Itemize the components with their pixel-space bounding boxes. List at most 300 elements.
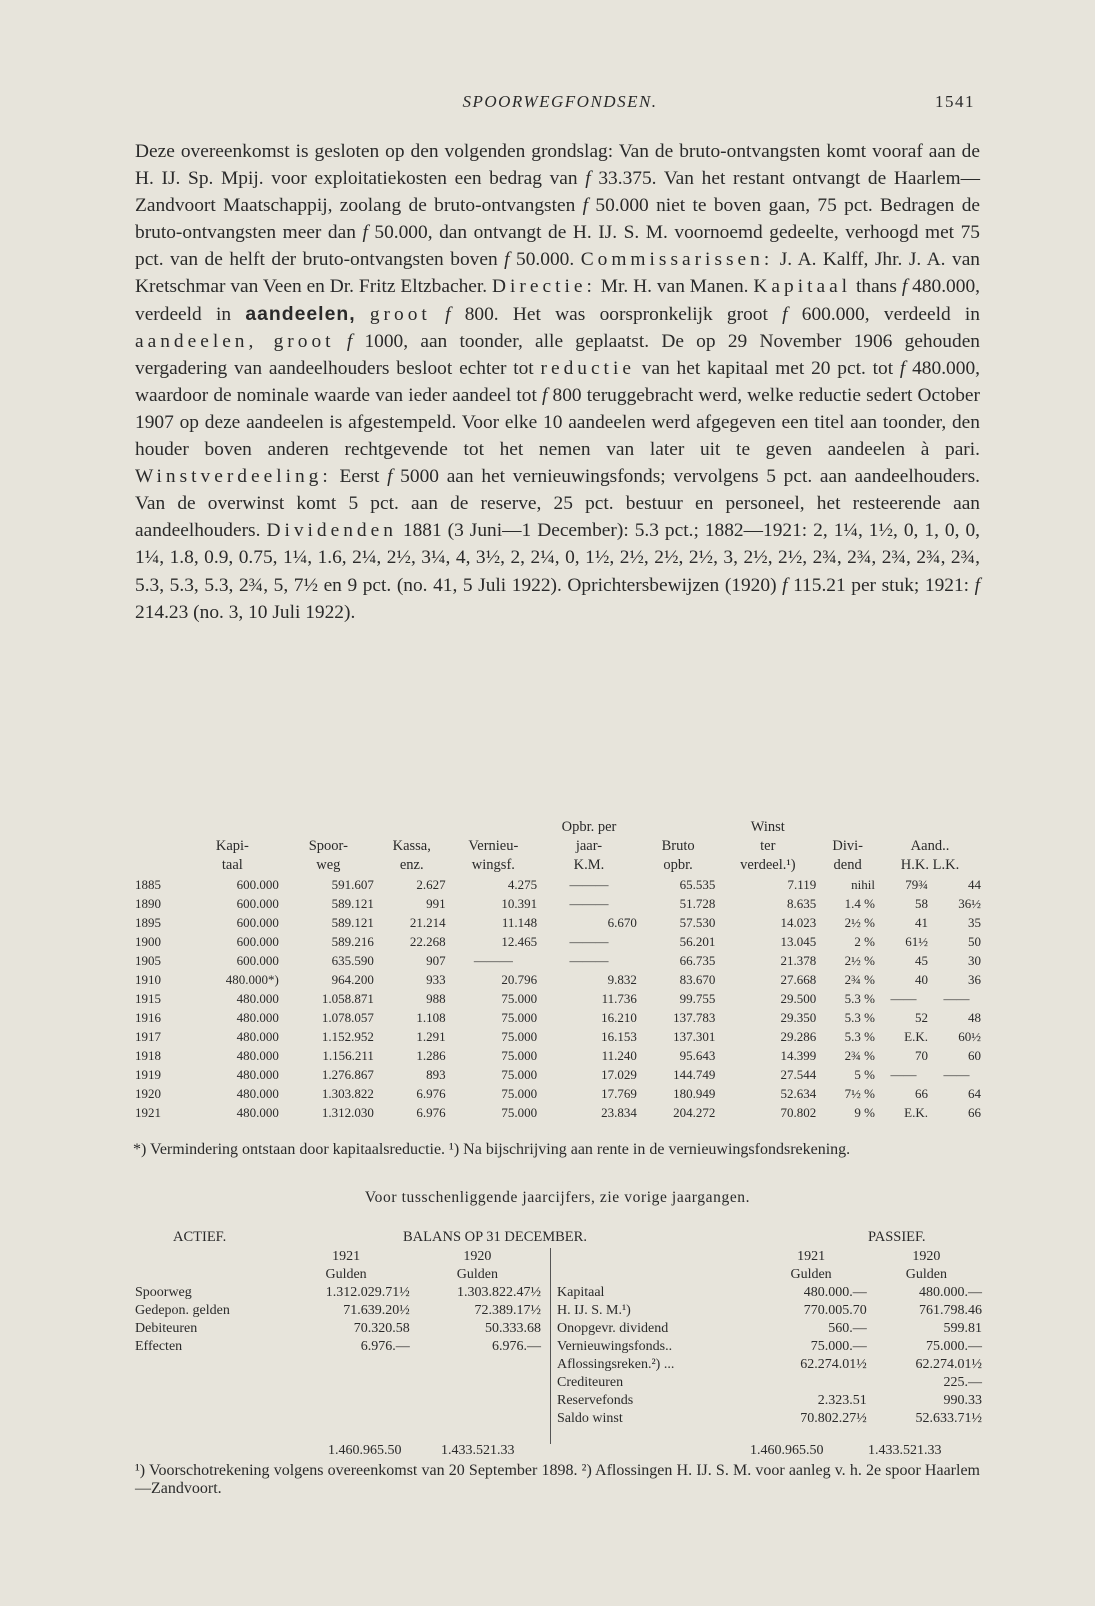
table-cell: 1919 — [135, 1067, 161, 1082]
company-description — [135, 138, 980, 626]
balance-value: 62.274.01½ — [915, 1357, 982, 1372]
table-row — [133, 970, 983, 989]
column-header — [639, 818, 718, 837]
table-header-row — [133, 856, 983, 875]
text-run: 480.000, waardoor de nominale waarde van ieder aandeel tot — [135, 357, 980, 406]
table-cell: 29.500 — [780, 991, 817, 1006]
table-cell: 79¾ — [905, 877, 928, 892]
table-cell: E.K. — [904, 1029, 928, 1044]
table-cell: 600.000 — [236, 953, 279, 968]
actief-column — [133, 1248, 543, 1356]
text-run: Winstverdeeling: — [135, 466, 332, 488]
table-cell: 1.078.057 — [321, 1010, 374, 1025]
table-cell: 600.000 — [236, 896, 279, 911]
table-cell: 56.201 — [679, 934, 716, 949]
table-row — [133, 913, 983, 932]
table-cell: 75.000 — [501, 1086, 538, 1101]
table-cell: 22.268 — [409, 934, 446, 949]
table-cell: —— — [943, 1067, 970, 1082]
table-cell: —— — [890, 991, 917, 1006]
table-footnote: *) Vermindering ontstaan door kapitaalsreductie. ¹) Na bijschrijving aan rente in de vernieuwingsfondsrekening. — [133, 1141, 851, 1158]
text-run: Commissarissen: — [580, 249, 774, 271]
balance-value: 72.389.17½ — [474, 1303, 541, 1318]
table-cell: 600.000 — [236, 934, 279, 949]
balance-label: Onopgevr. dividend — [557, 1321, 669, 1336]
table-cell: 75.000 — [501, 1048, 538, 1063]
table-cell: ——— — [569, 896, 609, 911]
table-cell: 1916 — [135, 1010, 161, 1025]
table-cell: 9.832 — [607, 972, 637, 987]
passief-rows — [555, 1284, 984, 1428]
table-cell: 9 % — [854, 1105, 876, 1120]
unit-label: Gulden — [790, 1267, 832, 1282]
text-run: Deze overeenkomst is gesloten op den volgenden grondslag: Van de bruto-ontvangsten komt vooraf aan de H. IJ. Sp. Mpij. voor exploitatiekosten een bedrag van — [135, 141, 980, 190]
balance-row — [555, 1356, 984, 1374]
balance-value: 599.81 — [943, 1321, 982, 1336]
balance-value: 6.976.— — [360, 1339, 410, 1354]
table-cell: 5.3 % — [844, 1029, 876, 1044]
balance-value: 1.312.029.71½ — [325, 1285, 410, 1300]
table-cell: 83.670 — [679, 972, 716, 987]
description-paragraph — [135, 138, 980, 626]
column-header: Opbr. per — [561, 819, 617, 835]
text-run: 800 teruggebracht werd, welke reductie sedert October 1907 op deze aandeelen is afgestempeld. Voor elke 10 aandeelen werd afgegeven een titel aan toonder, den houder boven anderen rechtgevende tot het nemen van later uit te geven aandeelen à pari. — [135, 384, 981, 461]
table-cell: 60½ — [958, 1029, 981, 1044]
balance-label: Vernieuwingsfonds.. — [557, 1339, 673, 1354]
balance-value: 225.— — [943, 1375, 982, 1390]
table-cell: 204.272 — [673, 1105, 716, 1120]
table-row — [133, 932, 983, 951]
table-header-row — [133, 837, 983, 856]
table-cell: 7.119 — [787, 877, 817, 892]
table-cell: 1900 — [135, 934, 161, 949]
table-cell: 2½ % — [844, 915, 876, 930]
table-cell: 1.286 — [416, 1048, 446, 1063]
table-row — [133, 1103, 983, 1122]
text-run: f — [585, 168, 591, 190]
year-1921: 1921 — [332, 1249, 361, 1264]
balance-row — [555, 1410, 984, 1428]
table-cell: 58 — [914, 896, 928, 911]
table-cell: E.K. — [904, 1105, 928, 1120]
table-cell: 45 — [914, 953, 928, 968]
balance-value: 1.303.822.47½ — [457, 1285, 541, 1300]
table-cell: 480.000 — [236, 991, 279, 1006]
text-run: 5000 aan het vernieuwingsfonds; vervolgens 5 pct. aan aandeelhouders. Van de overwinst komt 5 pct. aan de reserve, 25 pct. bestuur en personeel, het resteerende aan aandeelhouders. — [135, 466, 980, 542]
table-cell: 14.399 — [780, 1048, 817, 1063]
column-header: Vernieu- — [468, 838, 519, 854]
balance-value: 62.274.01½ — [800, 1357, 867, 1372]
balance-row — [133, 1320, 543, 1338]
actief-table — [133, 1248, 543, 1356]
table-cell: 1.312.030 — [321, 1105, 374, 1120]
passief-table — [555, 1248, 984, 1428]
column-header: wingsf. — [471, 857, 515, 873]
column-header — [376, 818, 448, 837]
balance-row — [133, 1302, 543, 1320]
table-cell: 51.728 — [679, 896, 716, 911]
table-row — [133, 1027, 983, 1046]
table-cell: 893 — [426, 1067, 446, 1082]
table-cell: 50 — [968, 934, 981, 949]
table-cell: ——— — [473, 953, 513, 968]
text-run: f — [782, 574, 788, 596]
text-run: f — [901, 276, 908, 298]
table-header-row — [133, 818, 983, 837]
actief-heading: ACTIEF. — [173, 1229, 227, 1245]
passief-heading: PASSIEF. — [868, 1229, 926, 1245]
table-row — [133, 951, 983, 970]
table-cell: 95.643 — [679, 1048, 716, 1063]
balance-value: 480.000.— — [919, 1285, 982, 1300]
table-cell: 1885 — [135, 877, 161, 892]
table-cell: 29.350 — [780, 1010, 817, 1025]
year-1920: 1920 — [912, 1249, 941, 1264]
previous-years-note: Voor tusschenliggende jaarcijfers, zie vorige jaargangen. — [364, 1189, 751, 1206]
balance-value: 480.000.— — [803, 1285, 867, 1300]
table-cell: 1921 — [135, 1105, 161, 1120]
column-header: Kapi- — [215, 838, 249, 854]
text-run: van het kapitaal met 20 pct. tot — [634, 357, 900, 379]
table-cell: 480.000 — [236, 1029, 279, 1044]
table-cell: —— — [943, 991, 970, 1006]
balance-value — [753, 1374, 868, 1392]
balance-value: 761.798.46 — [919, 1303, 982, 1318]
text-run: 214.23 (no. 3, 10 Juli 1922). — [135, 601, 356, 623]
table-cell: 1890 — [135, 896, 161, 911]
table-row — [133, 1008, 983, 1027]
table-cell: 40 — [914, 972, 928, 987]
column-header: verdeel.¹) — [740, 857, 796, 873]
table-cell: 1.291 — [416, 1029, 446, 1044]
text-run: 1000, aan toonder, alle geplaatst. De op 29 November 1906 gehouden vergadering van aandeelhouders besloot echter tot — [135, 330, 980, 379]
balance-value: 560.— — [828, 1321, 867, 1336]
balance-row — [555, 1338, 984, 1356]
text-run: 50.000 niet te boven gaan, 75 pct. Bedragen de bruto-ontvangsten meer dan — [135, 195, 980, 244]
table-cell: 480.000 — [236, 1010, 279, 1025]
unit-label: Gulden — [456, 1267, 498, 1282]
actief-total-1921: 1.460.965.50 — [328, 1443, 402, 1458]
passief-total-1921: 1.460.965.50 — [750, 1443, 824, 1458]
table-cell: 66 — [914, 1086, 928, 1101]
column-header — [133, 818, 184, 837]
text-run: f — [445, 303, 451, 325]
table-cell: 7½ % — [844, 1086, 876, 1101]
text-run: Mr. H. van Manen. — [595, 276, 754, 298]
table-cell: 36 — [968, 972, 981, 987]
text-run: 50.000. — [509, 249, 581, 271]
table-cell: ——— — [569, 877, 609, 892]
table-cell: 2 % — [854, 934, 876, 949]
table-cell: 27.544 — [780, 1067, 817, 1082]
table-cell: 35 — [968, 915, 981, 930]
table-row — [133, 1084, 983, 1103]
table-cell: 6.670 — [607, 915, 637, 930]
table-cell: 1.152.952 — [321, 1029, 374, 1044]
table-cell: 5.3 % — [844, 1010, 876, 1025]
column-header — [281, 818, 376, 837]
balance-value: 70.802.27½ — [800, 1411, 867, 1426]
balance-row — [133, 1284, 543, 1302]
table-row — [133, 1046, 983, 1065]
table-cell: nihil — [851, 877, 876, 892]
table-cell: 1917 — [135, 1029, 161, 1044]
table-cell: 6.976 — [416, 1086, 446, 1101]
table-cell: 64 — [968, 1086, 981, 1101]
table-cell: 75.000 — [501, 991, 538, 1006]
table-cell: 70.802 — [780, 1105, 817, 1120]
table-cell: 6.976 — [416, 1105, 446, 1120]
balance-label: Kapitaal — [557, 1285, 605, 1300]
table-cell: 991 — [426, 896, 446, 911]
balance-row — [555, 1302, 984, 1320]
balance-row — [555, 1392, 984, 1410]
table-cell: 61½ — [905, 934, 928, 949]
column-header: H.K. L.K. — [900, 857, 960, 873]
table-cell: 11.148 — [501, 915, 538, 930]
table-row — [133, 875, 983, 894]
table-cell: 1.156.211 — [322, 1048, 374, 1063]
balance-label: Gedepon. gelden — [135, 1303, 230, 1318]
table-cell: 1915 — [135, 991, 161, 1006]
table-cell: 1.058.871 — [321, 991, 374, 1006]
text-run: Kapitaal — [753, 276, 852, 298]
table-cell: 5.3 % — [844, 991, 876, 1006]
table-cell: 480.000 — [236, 1048, 279, 1063]
balance-value: 75.000.— — [810, 1339, 867, 1354]
balance-label: Saldo winst — [557, 1411, 623, 1426]
column-header: Divi- — [832, 838, 863, 854]
balance-value: 50.333.68 — [485, 1321, 541, 1336]
table-cell: 75.000 — [501, 1067, 538, 1082]
table-cell: 1.108 — [416, 1010, 446, 1025]
text-run: f — [782, 303, 788, 325]
text-run: f — [504, 249, 510, 271]
table-cell: 591.607 — [331, 877, 374, 892]
balance-label: Aflossingsreken.²) ... — [557, 1357, 675, 1372]
actief-rows — [133, 1284, 543, 1356]
unit-row — [555, 1266, 984, 1284]
table-cell: 17.029 — [601, 1067, 637, 1082]
balance-label: Debiteuren — [135, 1321, 198, 1336]
table-cell: 44 — [968, 877, 981, 892]
balance-sheet — [133, 1228, 983, 1426]
balance-row — [133, 1338, 543, 1356]
column-header — [133, 856, 184, 875]
table-cell: 589.121 — [331, 896, 374, 911]
financial-statistics-table — [133, 818, 983, 1122]
table-cell: 1.4 % — [844, 896, 876, 911]
table-cell: 23.834 — [601, 1105, 637, 1120]
balance-heading-row — [133, 1228, 983, 1248]
balance-value: 770.005.70 — [803, 1303, 867, 1318]
text-run: 50.000, dan ontvangt de H. IJ. S. M. voornoemd gedeelte, verhoogd met 75 pct. van de helft der bruto-ontvangsten boven — [135, 222, 980, 271]
table-cell: 70 — [914, 1048, 928, 1063]
text-run: f — [387, 466, 393, 488]
table-cell: 907 — [426, 953, 446, 968]
table-cell: 17.769 — [601, 1086, 637, 1101]
year-1921: 1921 — [797, 1249, 826, 1264]
table-cell: 10.391 — [501, 896, 538, 911]
text-run: Dividenden — [266, 520, 397, 542]
table-cell: 52.634 — [780, 1086, 817, 1101]
table-row — [133, 989, 983, 1008]
balance-label: Reservefonds — [557, 1393, 634, 1408]
table-body — [133, 875, 983, 1122]
table-cell: 600.000 — [236, 877, 279, 892]
column-header — [184, 818, 281, 837]
actief-total-1920: 1.433.521.33 — [441, 1443, 515, 1458]
text-run: aandeelen, — [245, 302, 356, 325]
balance-label: Crediteuren — [557, 1375, 624, 1390]
table-cell: 75.000 — [501, 1105, 538, 1120]
text-run: 33.375. Van het restant ontvangt de Haarlem—Zandvoort Maatschappij, zoolang de bruto-ontvangsten — [135, 168, 980, 217]
text-run: 480.000, verdeeld in — [135, 276, 980, 325]
table-cell: 29.286 — [780, 1029, 817, 1044]
column-header: dend — [833, 857, 862, 873]
table-cell: 21.214 — [409, 915, 446, 930]
text-run: J. A. Kalff, Jhr. J. A. van Kretschmar van Veen en Dr. Fritz Eltzbacher. — [135, 249, 980, 298]
balance-label: H. IJ. S. M.¹) — [557, 1303, 631, 1318]
table-cell: 13.045 — [780, 934, 817, 949]
passief-total-1920: 1.433.521.33 — [868, 1443, 942, 1458]
column-header: Spoor- — [308, 838, 348, 854]
balance-row — [555, 1374, 984, 1392]
column-header: Winst — [750, 819, 785, 835]
table-cell: 1895 — [135, 915, 161, 930]
table-cell: 933 — [426, 972, 446, 987]
text-run: 600.000, verdeeld in — [787, 303, 980, 325]
text-run: Eerst — [331, 466, 388, 488]
column-header: ter — [760, 838, 776, 854]
table-cell: 12.465 — [501, 934, 538, 949]
text-run: thans — [851, 276, 902, 298]
table-cell: 57.530 — [679, 915, 716, 930]
text-run: f — [582, 195, 589, 217]
table-cell: ——— — [569, 934, 609, 949]
table-cell: 1920 — [135, 1086, 161, 1101]
passief-column — [550, 1248, 988, 1444]
balance-value: 75.000.— — [926, 1339, 982, 1354]
balance-totals — [133, 1443, 983, 1461]
column-header: K.M. — [573, 857, 605, 873]
text-run: 800. Het was oorspronkelijk groot — [450, 303, 783, 325]
balance-value: 52.633.71½ — [915, 1411, 982, 1426]
column-header: Bruto — [661, 838, 695, 854]
column-header: opbr. — [663, 857, 693, 873]
balance-value: 71.639.20½ — [343, 1303, 410, 1318]
table-cell: 4.275 — [507, 877, 538, 892]
text-run: f — [542, 384, 548, 406]
text-run: 115.21 per stuk; 1921: — [787, 574, 975, 596]
balance-value: 6.976.— — [492, 1339, 541, 1354]
table-cell: 2¾ % — [844, 1048, 876, 1063]
table-cell: 14.023 — [780, 915, 817, 930]
balance-label: Effecten — [135, 1339, 183, 1354]
column-header — [448, 818, 540, 837]
table-cell: 137.301 — [673, 1029, 716, 1044]
text-run: aandeelen, groot — [135, 330, 335, 352]
table-cell: 1918 — [135, 1048, 161, 1063]
column-header: enz. — [399, 857, 424, 873]
text-run: f — [899, 357, 906, 379]
column-header: Kassa, — [392, 838, 431, 854]
table-cell: 75.000 — [501, 1010, 538, 1025]
text-run: reductie — [540, 357, 635, 379]
column-header — [877, 818, 983, 837]
text-run — [431, 304, 445, 325]
balance-value: 2.323.51 — [817, 1393, 867, 1408]
unit-label: Gulden — [905, 1267, 947, 1282]
table-cell: 2½ % — [844, 953, 876, 968]
column-header — [818, 818, 877, 837]
table-cell: 1.303.822 — [321, 1086, 374, 1101]
table-cell: 21.378 — [780, 953, 817, 968]
column-header — [133, 837, 184, 856]
table-cell: 20.796 — [501, 972, 538, 987]
table-cell: 99.755 — [679, 991, 716, 1006]
balance-title: BALANS OP 31 DECEMBER. — [403, 1229, 587, 1245]
table-cell: 66.735 — [679, 953, 716, 968]
table-cell: 2¾ % — [844, 972, 876, 987]
table-cell: 600.000 — [236, 915, 279, 930]
table-cell: 480.000 — [236, 1086, 279, 1101]
table-cell: 144.749 — [673, 1067, 716, 1082]
table-cell: 480.000 — [236, 1105, 279, 1120]
table-cell: —— — [890, 1067, 917, 1082]
column-header: jaar- — [575, 838, 603, 854]
table-cell: 635.590 — [331, 953, 374, 968]
text-run: f — [362, 222, 368, 244]
balance-row — [555, 1284, 984, 1302]
page-title: SPOORWEGFONDSEN. — [462, 92, 658, 111]
table-cell: 16.153 — [601, 1029, 637, 1044]
table-cell: 48 — [968, 1010, 981, 1025]
table-cell: 589.121 — [331, 915, 374, 930]
table-cell: 27.668 — [780, 972, 817, 987]
year-1920: 1920 — [463, 1249, 492, 1264]
table-cell: ——— — [569, 953, 609, 968]
table-cell: 52 — [914, 1010, 928, 1025]
text-run — [356, 304, 370, 325]
text-run: groot — [369, 303, 431, 325]
text-run: f — [346, 330, 353, 352]
table-cell: 180.949 — [673, 1086, 716, 1101]
column-header: taal — [221, 857, 243, 873]
table-row — [133, 894, 983, 913]
text-run: f — [974, 574, 981, 596]
unit-row — [133, 1266, 543, 1284]
text-run: 1881 (3 Juni—1 December): 5.3 pct.; 1882—1921: 2, 1¼, 1½, 0, 1, 0, 0, 1¼, 1.8, 0.9, 0.75, 1¼, 1.6, 2¼, 2½, 3¼, 4, 3½, 2, 2¼, 0, 1½, 2½, 2½, 2½, 3, 2½, 2½, 2¾, 2¾, 2¾, 2¾, 2¾, 5.3, 5.3, 5.3, 2¾, 5, 7½ en 9 pct. (no. 41, 5 Juli 1922). Oprichtersbewijzen (1920) — [135, 520, 980, 596]
column-header: Aand.. — [910, 838, 950, 854]
unit-label: Gulden — [325, 1267, 367, 1282]
table-cell: 75.000 — [501, 1029, 538, 1044]
table-cell: 30 — [968, 953, 981, 968]
table-cell: 60 — [968, 1048, 981, 1063]
table-cell: 137.783 — [673, 1010, 716, 1025]
table-cell: 11.736 — [601, 991, 637, 1006]
table-cell: 964.200 — [331, 972, 374, 987]
balance-label: Spoorweg — [135, 1285, 192, 1300]
table-cell: 1.276.867 — [321, 1067, 374, 1082]
balance-value: 70.320.58 — [353, 1321, 410, 1336]
page-number: 1541 — [935, 92, 975, 111]
table-cell: 41 — [914, 915, 928, 930]
text-run — [335, 331, 347, 352]
table-cell: 2.627 — [416, 877, 446, 892]
table-cell: 480.000 — [236, 1067, 279, 1082]
balance-footnote: ¹) Voorschotrekening volgens overeenkomst van 20 September 1898. ²) Aflossingen H. IJ. S. M. voor aanleg v. h. 2e spoor Haarlem—Zandvoort. — [135, 1462, 980, 1497]
